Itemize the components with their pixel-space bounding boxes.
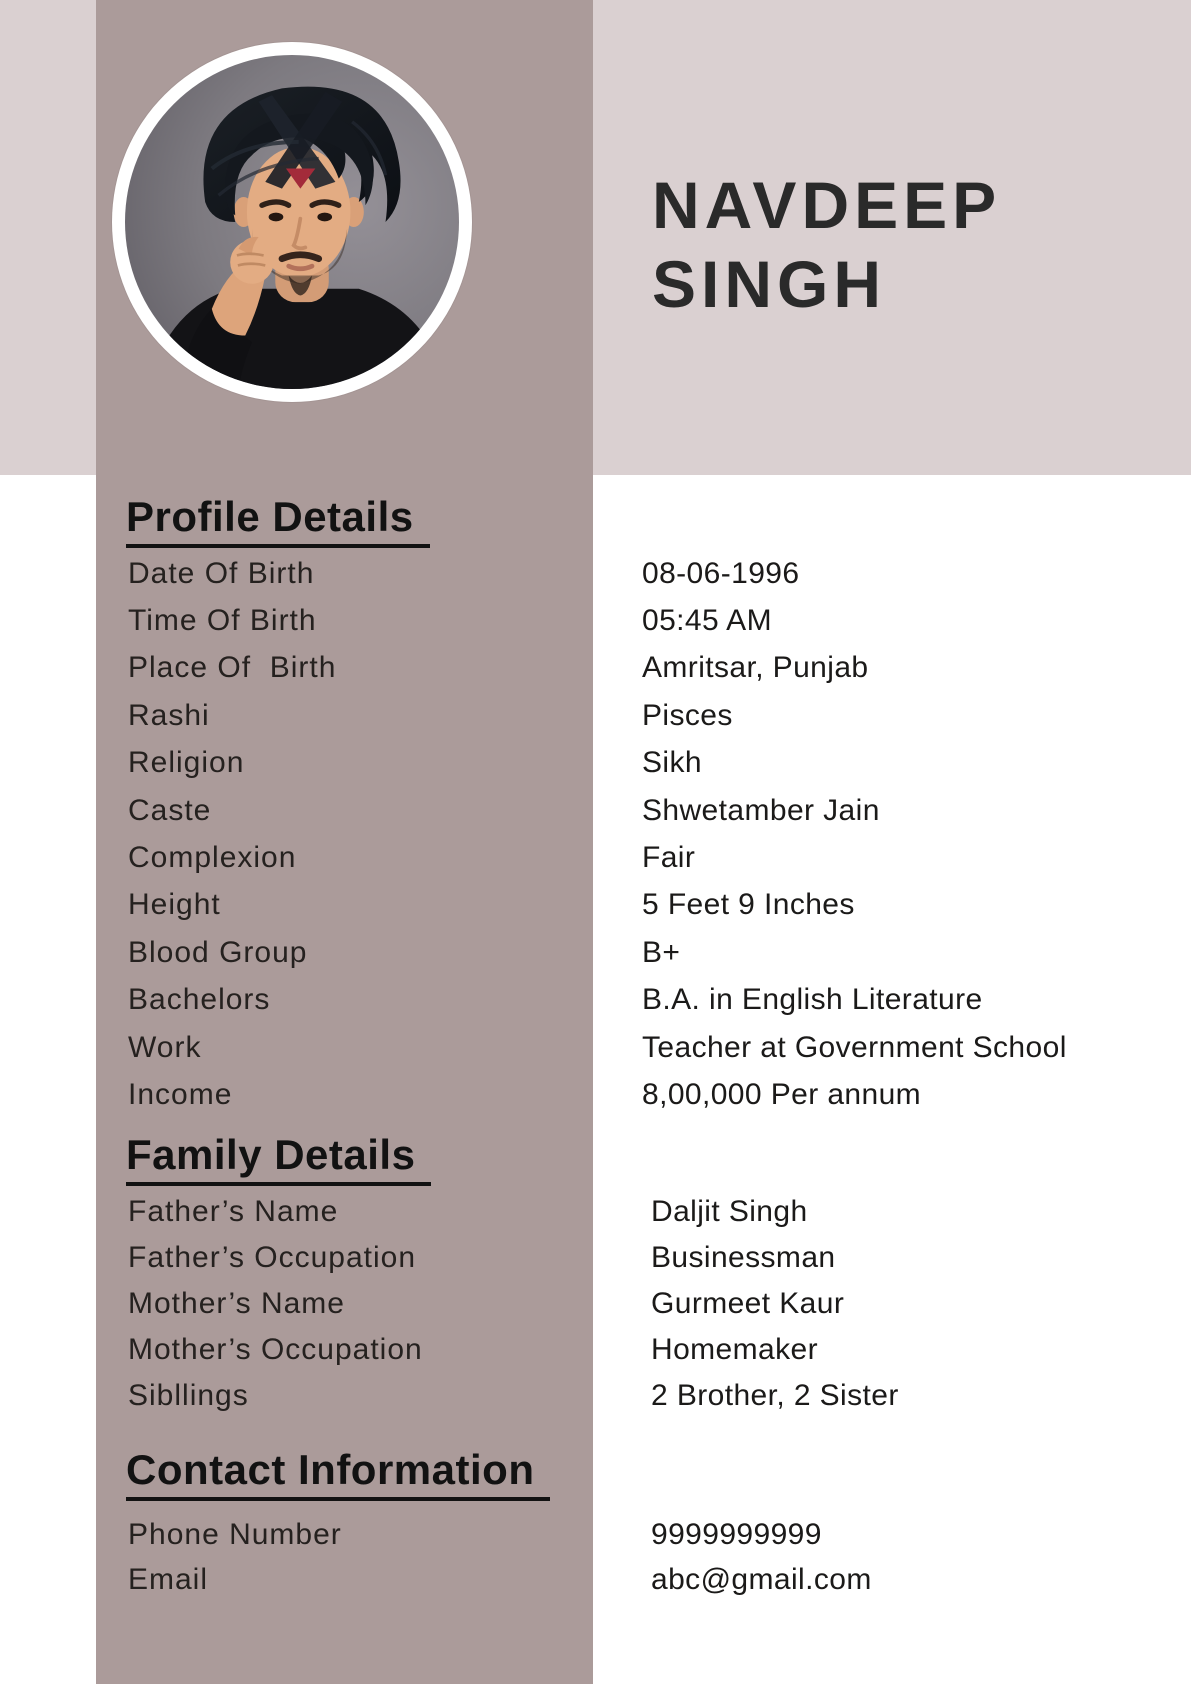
row-label: Date Of Birth — [128, 556, 315, 590]
row-value: Teacher at Government School — [642, 1030, 1067, 1064]
row-value: Homemaker — [651, 1333, 818, 1366]
row-value: 5 Feet 9 Inches — [642, 888, 855, 922]
section-heading-contact-information: Contact Information — [126, 1446, 550, 1501]
row-label: Bachelors — [128, 983, 271, 1017]
table-row — [128, 787, 1067, 834]
table-row — [128, 597, 1067, 644]
row-label: Time Of Birth — [128, 604, 317, 638]
row-value: Daljit Singh — [651, 1195, 808, 1228]
row-value: 08-06-1996 — [642, 556, 800, 590]
table-row — [128, 834, 1067, 881]
table-row — [128, 1512, 872, 1557]
section-heading-family-details: Family Details — [126, 1131, 431, 1186]
row-value: Gurmeet Kaur — [651, 1287, 845, 1320]
table-row — [128, 929, 1067, 976]
profile-details-rows — [128, 550, 1067, 1119]
row-label: Height — [128, 888, 221, 922]
row-label: Religion — [128, 746, 245, 780]
table-row — [128, 692, 1067, 739]
row-value: 9999999999 — [651, 1517, 822, 1551]
table-row — [128, 1024, 1067, 1071]
portrait-illustration — [125, 55, 459, 389]
row-label: Sibllings — [128, 1379, 249, 1412]
row-label: Rashi — [128, 698, 210, 732]
table-row — [128, 550, 1067, 597]
table-row — [128, 645, 1067, 692]
row-label: Place Of Birth — [128, 651, 337, 685]
table-row — [128, 1373, 899, 1419]
profile-photo — [125, 55, 459, 389]
section-heading-profile-details: Profile Details — [126, 493, 430, 548]
row-label: Phone Number — [128, 1517, 342, 1551]
contact-information-rows — [128, 1512, 872, 1602]
row-label: Email — [128, 1562, 209, 1596]
row-label: Complexion — [128, 841, 297, 875]
profile-photo-frame — [112, 42, 472, 402]
table-row — [128, 1557, 872, 1602]
row-label: Mother’s Occupation — [128, 1333, 423, 1366]
table-row — [128, 1071, 1067, 1118]
person-name-title: NAVDEEP SINGH — [652, 168, 1000, 322]
row-value: Amritsar, Punjab — [642, 651, 869, 685]
table-row — [128, 1281, 899, 1327]
row-label: Blood Group — [128, 935, 308, 969]
row-value: B.A. in English Literature — [642, 983, 983, 1017]
row-label: Income — [128, 1077, 233, 1111]
row-label: Mother’s Name — [128, 1287, 345, 1320]
table-row — [128, 977, 1067, 1024]
row-value: Pisces — [642, 698, 733, 732]
row-label: Father’s Occupation — [128, 1241, 417, 1274]
row-value: Fair — [642, 841, 696, 875]
table-row — [128, 1235, 899, 1281]
row-value: abc@gmail.com — [651, 1562, 872, 1596]
table-row — [128, 1189, 899, 1235]
row-value: Sikh — [642, 746, 702, 780]
table-row — [128, 882, 1067, 929]
table-row — [128, 1327, 899, 1373]
row-value: Businessman — [651, 1241, 836, 1274]
table-row — [128, 740, 1067, 787]
family-details-rows — [128, 1189, 899, 1419]
row-value: B+ — [642, 935, 681, 969]
row-value: 8,00,000 Per annum — [642, 1077, 922, 1111]
row-label: Work — [128, 1030, 202, 1064]
row-value: 2 Brother, 2 Sister — [651, 1379, 899, 1412]
row-label: Father’s Name — [128, 1195, 339, 1228]
row-value: Shwetamber Jain — [642, 793, 880, 827]
row-value: 05:45 AM — [642, 604, 772, 638]
row-label: Caste — [128, 793, 212, 827]
